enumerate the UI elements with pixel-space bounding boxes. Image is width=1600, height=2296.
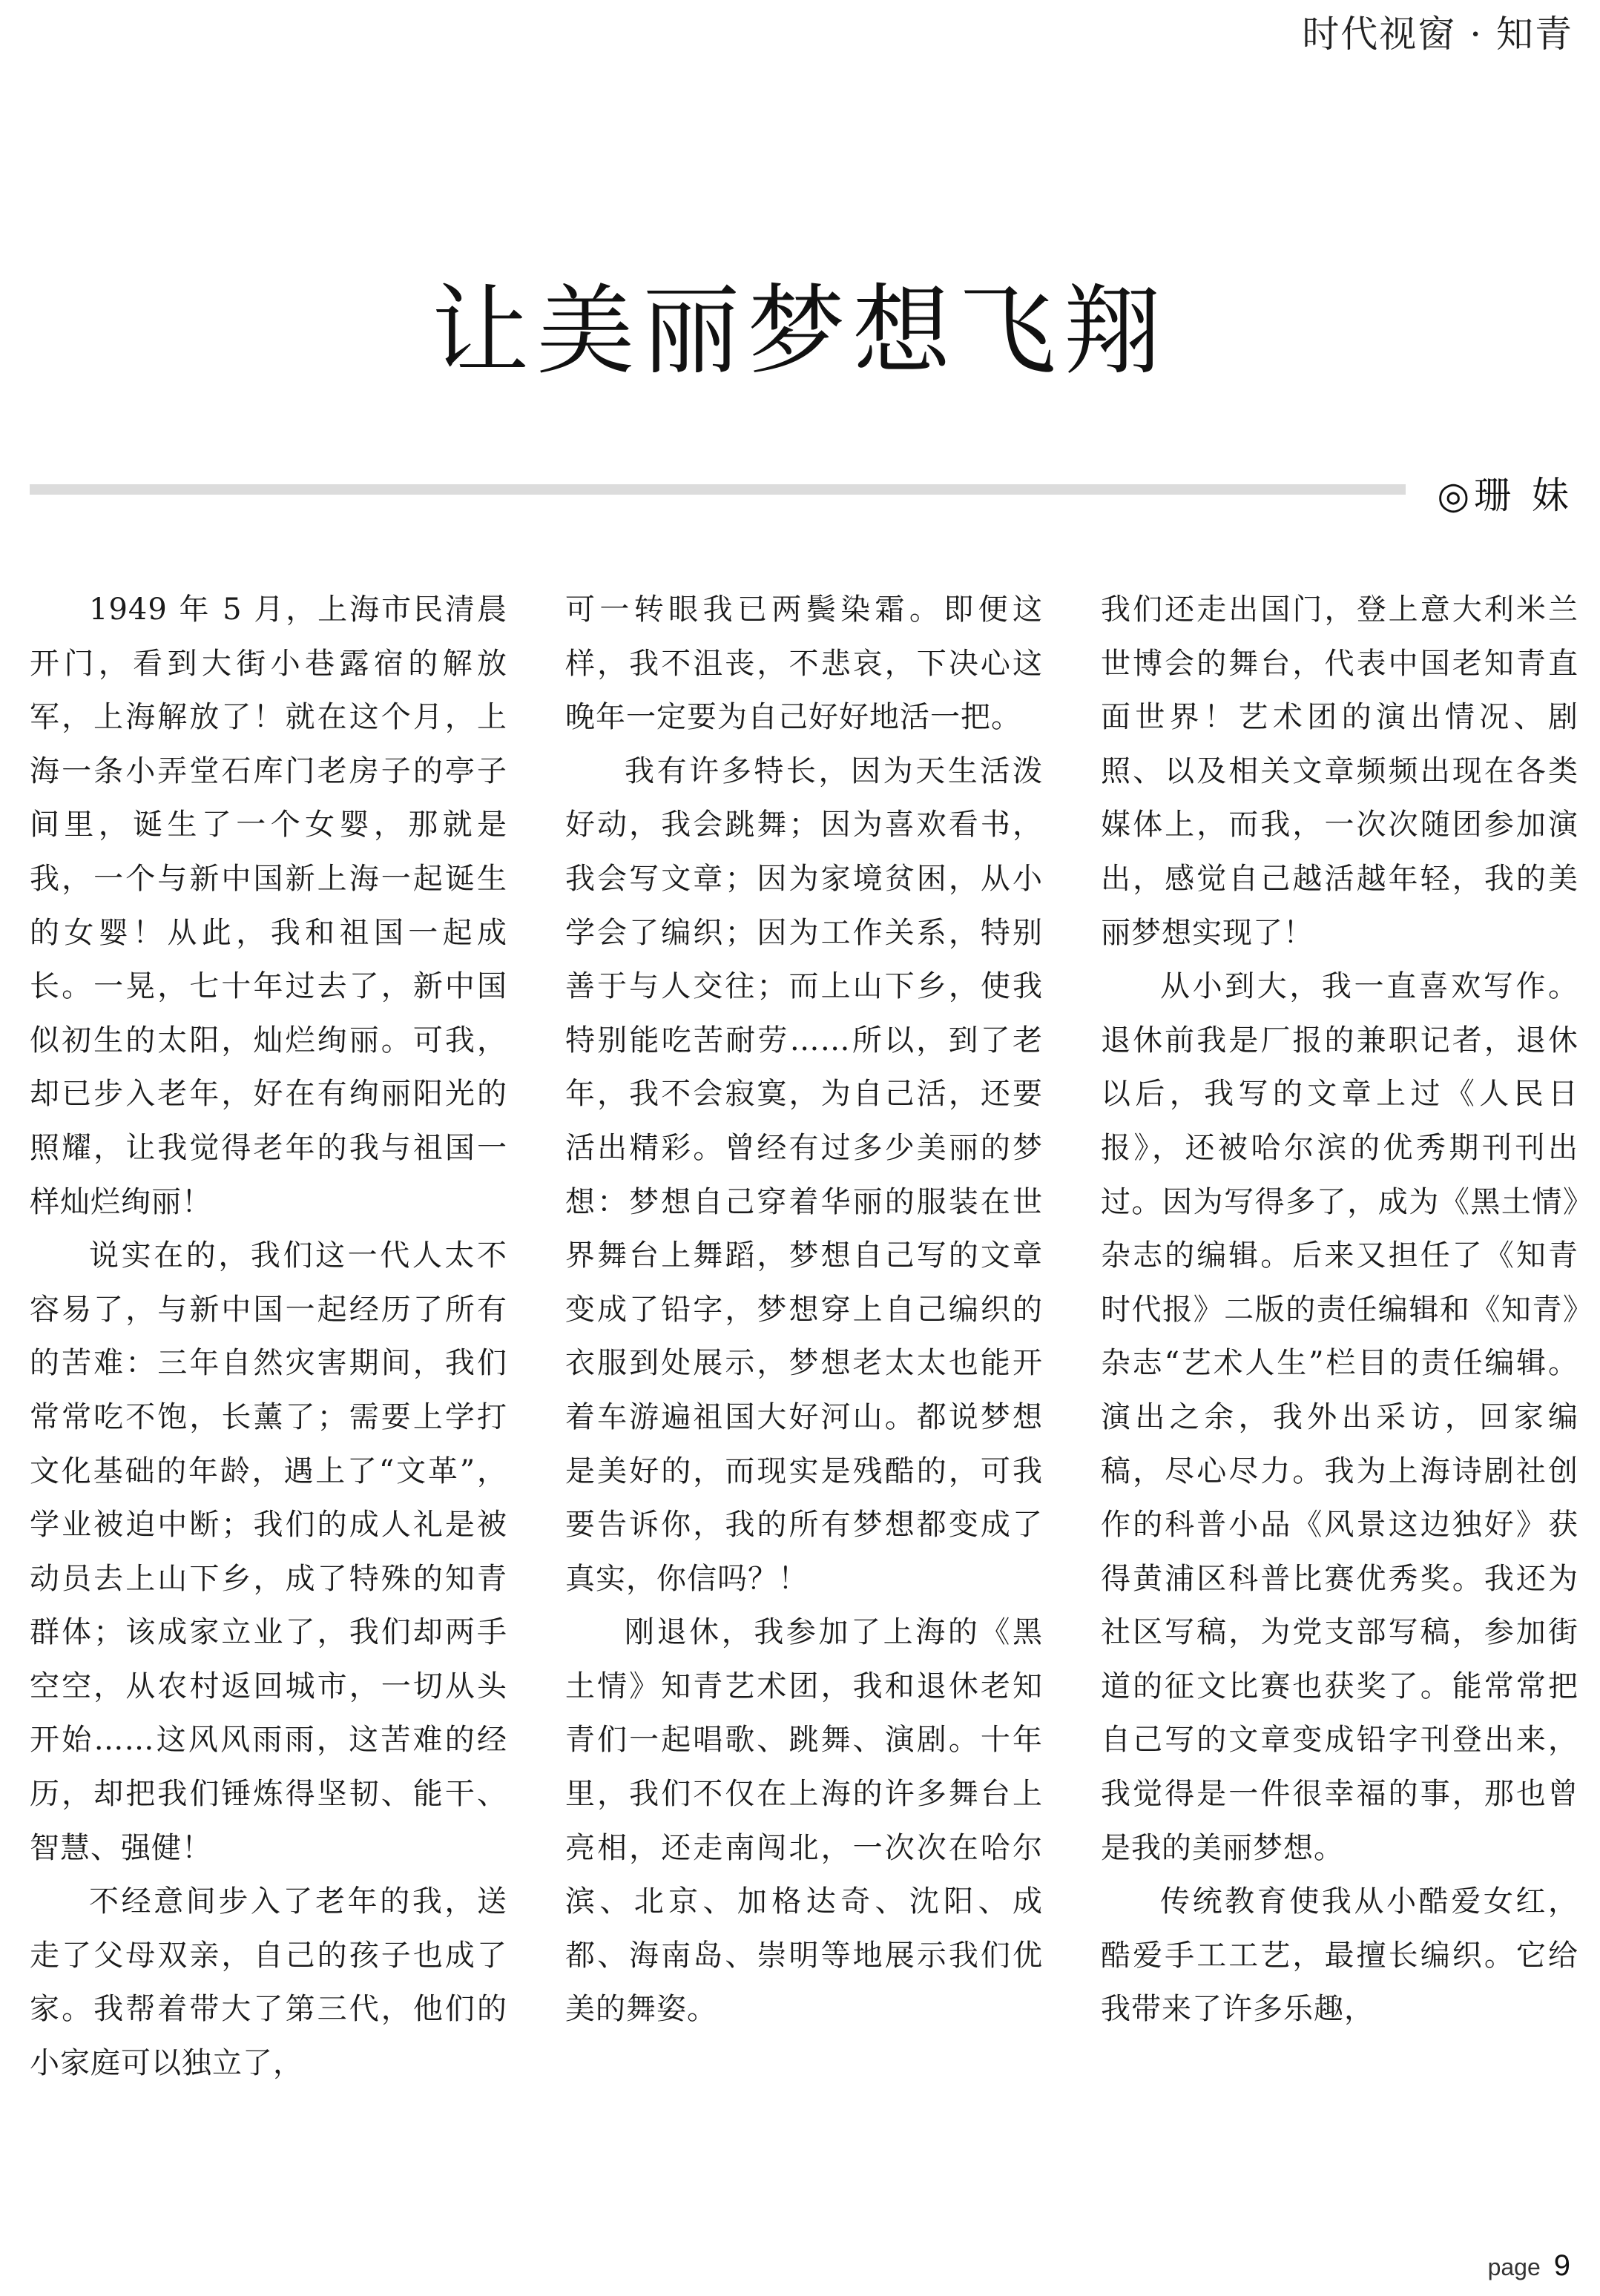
paragraph: 可一转眼我已两鬓染霜。即便这样，我不沮丧，不悲哀，下决心这晚年一定要为自己好好地活一把。 (565, 593, 1043, 735)
paragraph: 传统教育使我从小酷爱女红，酷爱手工工艺，最擅长编织。它给我带来了许多乐趣， (1101, 1884, 1578, 2027)
page-number: 9 (1553, 2249, 1570, 2282)
article-body (30, 583, 1578, 2200)
text-column-1 (30, 583, 507, 2200)
section-header: 时代视窗 · 知青 (1302, 13, 1573, 56)
paragraph: 我有许多特长，因为天生活泼好动，我会跳舞；因为喜欢看书，我会写文章；因为家境贫困，从小学会了编织；因为工作关系，特别善于与人交往；而上山下乡，使我特别能吃苦耐劳……所以，到了老年，我不会寂寞，为自己活，还要活出精彩。曾经有过多少美丽的梦想：梦想自己穿着华丽的服装在世界舞台上舞蹈，梦想自己写的文章变成了铅字，梦想穿上自己编织的衣服到处展示，梦想老太太也能开着车游遍祖国大好河山。都说梦想是美好的，而现实是残酷的，可我要告诉你，我的所有梦想都变成了真实，你信吗？！ (565, 753, 1043, 1596)
page-label: page (1487, 2254, 1541, 2280)
paragraph: 1949 年 5 月，上海市民清晨开门，看到大街小巷露宿的解放军，上海解放了！就在这个月，上海一条小弄堂石库门老房子的亭子间里，诞生了一个女婴，那就是我，一个与新中国新上海一起诞生的女婴！从此，我和祖国一起成长。一晃，七十年过去了，新中国似初生的太阳，灿烂绚丽。可我，却已步入老年，好在有绚丽阳光的照耀，让我觉得老年的我与祖国一样灿烂绚丽！ (30, 593, 507, 1219)
article-title: 让美丽梦想飞翔 (431, 274, 1169, 389)
paragraph: 我们还走出国门，登上意大利米兰世博会的舞台，代表中国老知青直面世界！艺术团的演出情况、剧照、以及相关文章频频出现在各类媒体上，而我，一次次随团参加演出，感觉自己越活越年轻，我的美丽梦想实现了！ (1101, 593, 1578, 950)
paragraph: 不经意间步入了老年的我，送走了父母双亲，自己的孩子也成了家。我帮着带大了第三代，他们的小家庭可以独立了， (30, 1884, 507, 2081)
text-column-3 (1101, 583, 1578, 2200)
paragraph: 从小到大，我一直喜欢写作。退休前我是厂报的兼职记者，退休以后，我写的文章上过《人民日报》，还被哈尔滨的优秀期刊刊出过。因为写得多了，成为《黑土情》杂志的编辑。后来又担任了《知青时代报》二版的责任编辑和《知青》杂志“艺术人生”栏目的责任编辑。演出之余，我外出采访，回家编稿，尽心尽力。我为上海诗剧社创作的科普小品《风景这边独好》获得黄浦区科普比赛优秀奖。我还为社区写稿，为党支部写稿，参加街道的征文比赛也获奖了。能常常把自己写的文章变成铅字刊登出来，我觉得是一件很幸福的事，那也曾是我的美丽梦想。 (1101, 969, 1578, 1865)
page-footer (1488, 2249, 1570, 2283)
text-column-2 (565, 583, 1043, 2200)
title-divider (30, 484, 1406, 495)
author-byline: ◎珊 妹 (1437, 474, 1573, 517)
paragraph: 刚退休，我参加了上海的《黑土情》知青艺术团，我和退休老知青们一起唱歌、跳舞、演剧。十年里，我们不仅在上海的许多舞台上亮相，还走南闯北，一次次在哈尔滨、北京、加格达奇、沈阳、成都、海南岛、崇明等地展示我们优美的舞姿。 (565, 1615, 1043, 2027)
paragraph: 说实在的，我们这一代人太不容易了，与新中国一起经历了所有的苦难：三年自然灾害期间，我们常常吃不饱，长薰了；需要上学打文化基础的年龄，遇上了“文革”，学业被迫中断；我们的成人礼是被动员去上山下乡，成了特殊的知青群体；该成家立业了，我们却两手空空，从农村返回城市，一切从头开始……这风风雨雨，这苦难的经历，却把我们锤炼得坚韧、能干、智慧、强健！ (30, 1238, 507, 1865)
